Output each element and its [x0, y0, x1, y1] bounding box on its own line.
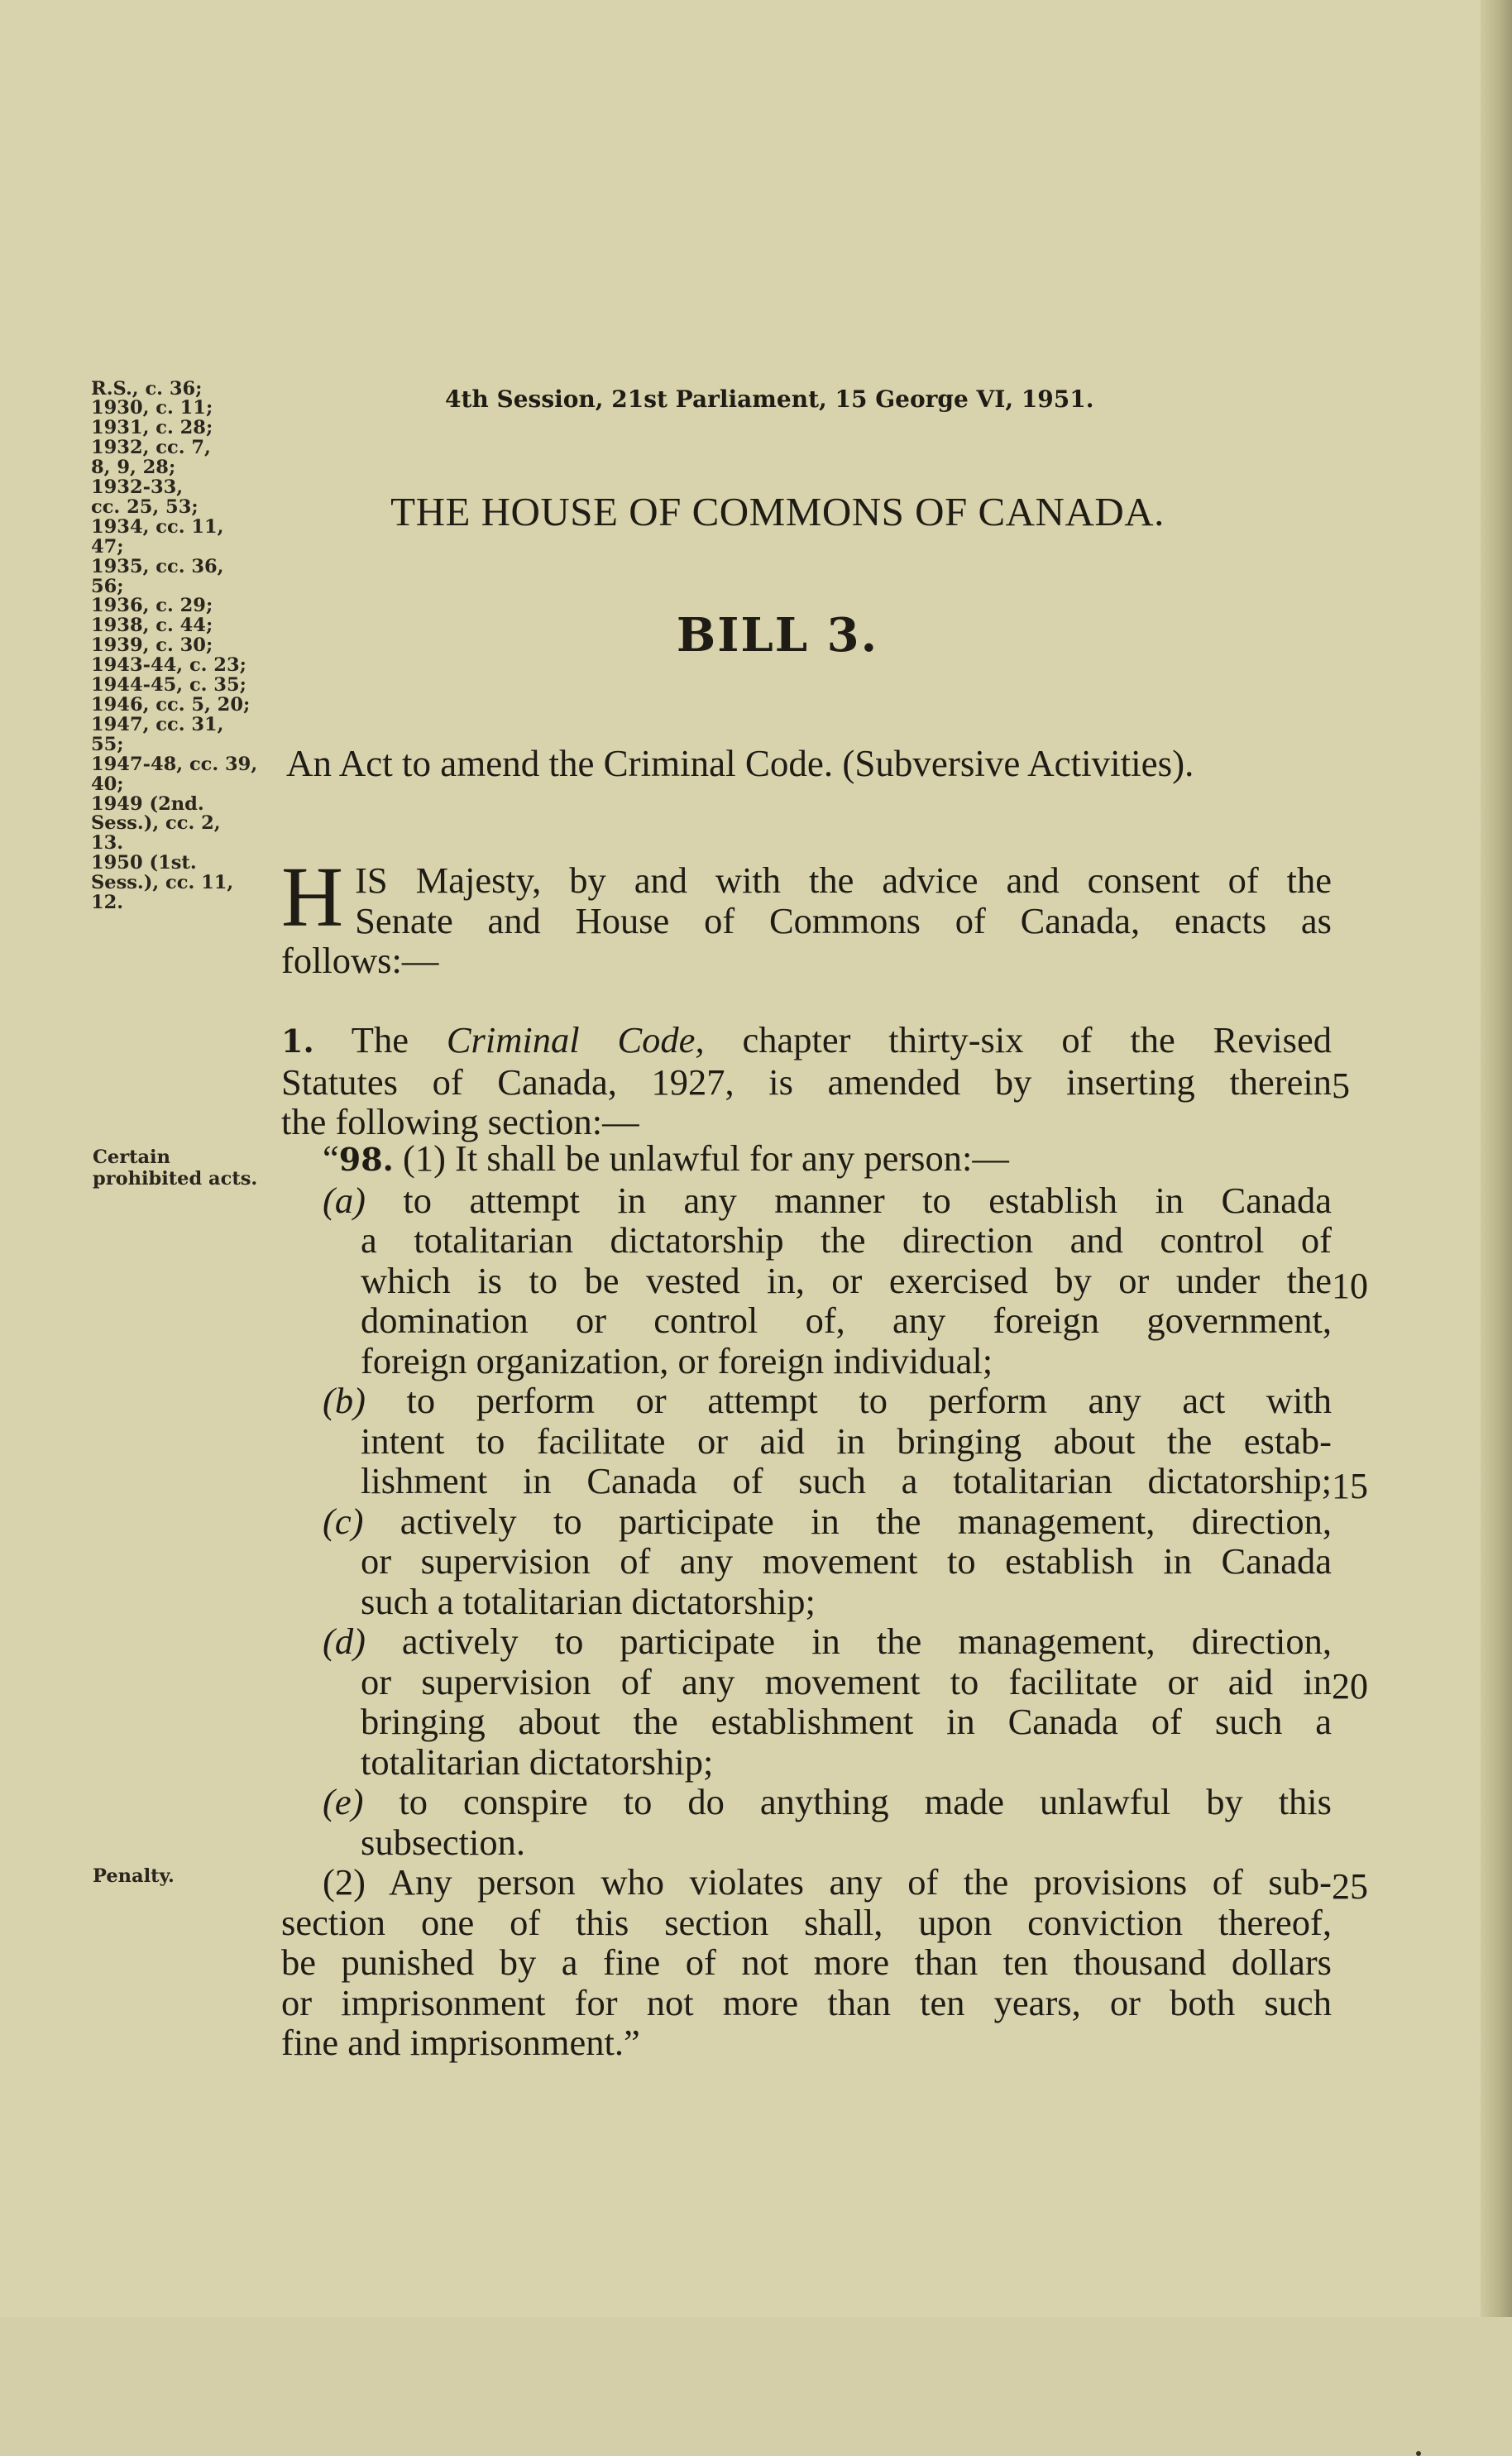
ink-speck	[1416, 2451, 1421, 2456]
clause-c-line: or supervision of any movement to establish in Canada	[361, 1540, 1332, 1582]
drop-cap: H	[281, 850, 344, 945]
section-1-line: 1. The Criminal Code, chapter thirty-six of the Revised	[281, 1019, 1332, 1060]
section-1-line: the following section:—	[281, 1101, 639, 1142]
code-name: Criminal Code,	[446, 1019, 705, 1060]
section-number: 1.	[281, 1022, 314, 1060]
page-edge	[1481, 0, 1512, 2317]
preamble-line: Senate and House of Commons of Canada, enacts as	[355, 899, 1332, 941]
subsection-2: (2) Any person who violates any of the provisions of sub-	[323, 1861, 1332, 1903]
subsection-2-line: section one of this section shall, upon conviction thereof,	[281, 1901, 1332, 1943]
margin-note-penalty: Penalty.	[93, 1865, 175, 1887]
statute-citations: R.S., c. 36; 1930, c. 11; 1931, c. 28; 1932, cc. 7, 8, 9, 28; 1932-33, cc. 25, 53; 1934, cc. 11, 47; 1935, cc. 36, 56; 1936, c. 29; 1938, c. 44; 1939, c. 30; 1943-44, c. 23; 1944-45, c. 35; 1946, cc. 5, 20; 1947, cc. 31, 55; 1947-48, cc. 39, 40; 1949 (2nd. Sess.), cc. 2, 13. 1950 (1st. Sess.), cc. 11, 12.	[91, 377, 258, 914]
clause-a-line: foreign organization, or foreign individual;	[361, 1339, 993, 1381]
clause-a-line: which is to be vested in, or exercised by or under the	[361, 1259, 1332, 1301]
line-number: 10	[1332, 1266, 1368, 1306]
section-1-line: Statutes of Canada, 1927, is amended by inserting therein	[281, 1060, 1332, 1103]
clause-b-line: lishment in Canada of such a totalitarian dictatorship;	[361, 1460, 1332, 1501]
clause-d: (d) actively to participate in the management, direction,	[323, 1621, 1332, 1662]
clause-a-line: a totalitarian dictatorship the direction and control of	[361, 1219, 1332, 1261]
margin-note-certain: Certain prohibited acts.	[93, 1147, 258, 1190]
subsection-2-line: be punished by a fine of not more than ten thousand dollars	[281, 1941, 1332, 1983]
line-number: 20	[1332, 1666, 1368, 1707]
bill-number: BILL 3.	[676, 608, 879, 663]
clause-a: (a) to attempt in any manner to establish in Canada	[323, 1179, 1332, 1221]
clause-c-line: such a totalitarian dictatorship;	[361, 1580, 816, 1622]
act-title: An Act to amend the Criminal Code. (Subversive Activities).	[286, 743, 1194, 784]
section-number: 98.	[338, 1141, 394, 1178]
house-heading: THE HOUSE OF COMMONS OF CANADA.	[390, 489, 1165, 534]
line-number: 15	[1332, 1466, 1368, 1506]
session-line: 4th Session, 21st Parliament, 15 George VI, 1951.	[445, 385, 1094, 413]
subsection-2-line: or imprisonment for not more than ten years, or both such	[281, 1981, 1332, 2023]
preamble	[281, 850, 1332, 981]
clause-b: (b) to perform or attempt to perform any act with	[323, 1380, 1332, 1421]
clause-c: (c) actively to participate in the management, direction,	[323, 1500, 1332, 1542]
clause-d-line: bringing about the establishment in Canada of such a	[361, 1701, 1332, 1742]
section-1	[281, 1020, 1332, 1142]
clause-e-line: subsection.	[361, 1821, 525, 1863]
clause-a-line: domination or control of, any foreign government,	[361, 1300, 1332, 1341]
clause-d-line: totalitarian dictatorship;	[361, 1740, 714, 1783]
preamble-line: follows:—	[281, 940, 439, 981]
subsection-2-line: fine and imprisonment.”	[281, 2022, 640, 2063]
clause-d-line: or supervision of any movement to facilitate or aid in	[361, 1660, 1332, 1702]
line-number: 25	[1332, 1866, 1368, 1907]
preamble-line: IS Majesty, by and with the advice and consent of the	[355, 859, 1332, 901]
clause-e: (e) to conspire to do anything made unlawful by this	[323, 1781, 1332, 1822]
subsection-1-heading: “98. (1) It shall be unlawful for any person:—	[323, 1137, 1009, 1179]
line-number: 5	[1332, 1065, 1350, 1106]
section-98	[281, 1138, 1332, 2063]
clause-b-line: intent to facilitate or aid in bringing about the estab-	[361, 1420, 1332, 1462]
